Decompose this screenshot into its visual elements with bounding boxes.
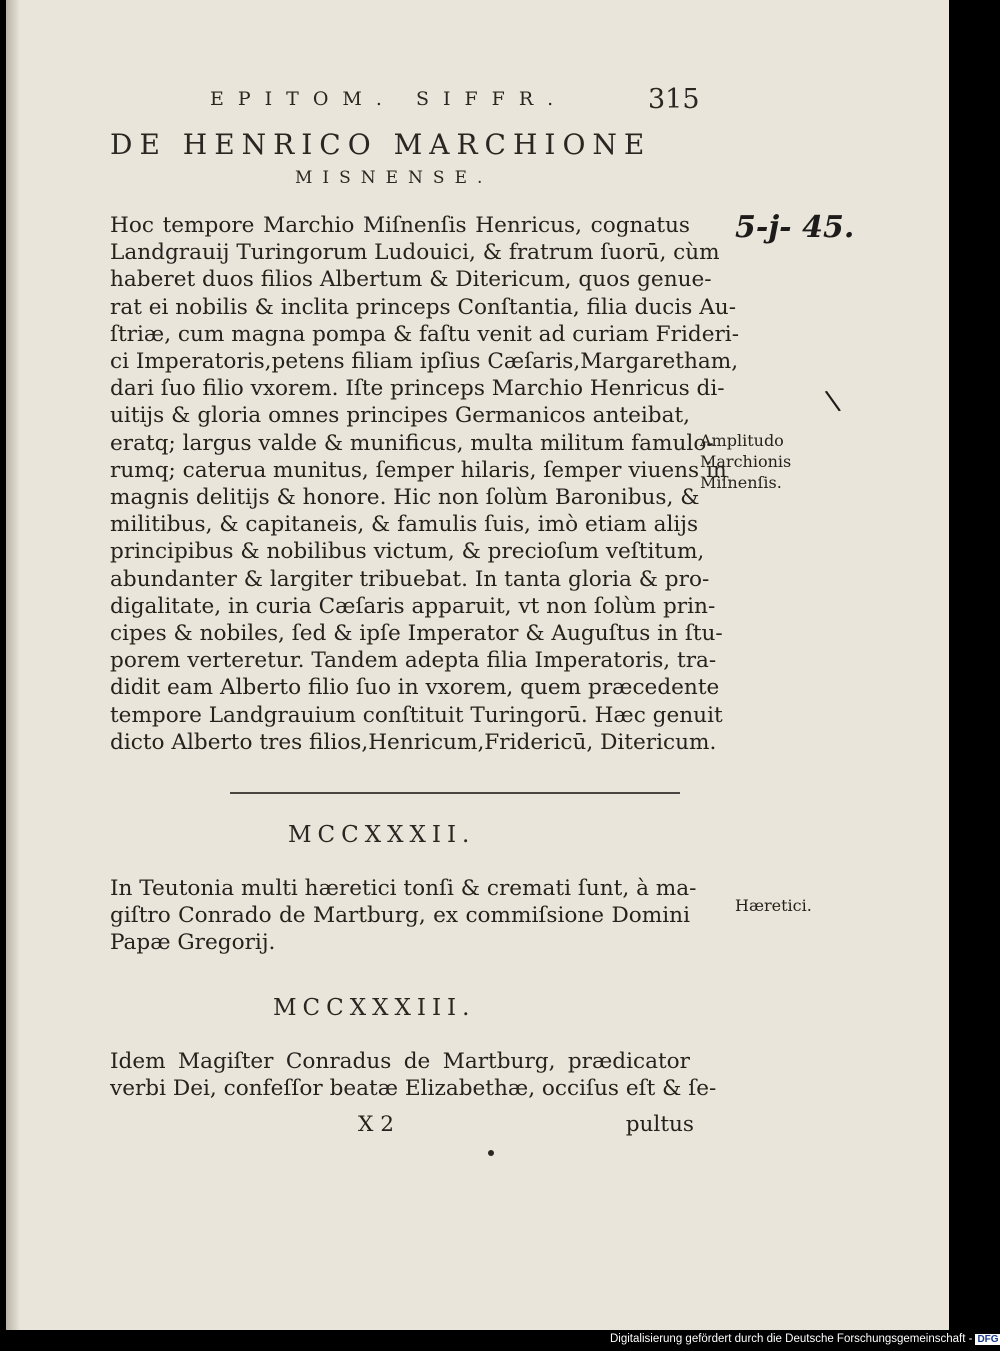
chapter-title: DE HENRICO MARCHIONE bbox=[110, 128, 652, 161]
text-line: giſtro Conrado de Martburg, ex commiſsione Domini bbox=[110, 903, 690, 929]
margin-note-haeretici: Hæretici. bbox=[735, 896, 812, 915]
footer-text: Digitalisierung gefördert durch die Deutsche Forschungsgemeinschaft - bbox=[610, 1333, 973, 1345]
text-line: digalitate, in curia Cæſaris apparuit, vt non ſolùm prin- bbox=[110, 593, 716, 619]
digitization-footer bbox=[610, 1333, 1000, 1345]
text-line: ſtriæ, cum magna pompa & faſtu venit ad curiam Frideri- bbox=[110, 321, 740, 347]
signature-mark: X 2 bbox=[358, 1112, 394, 1137]
text-line: dari ſuo filio vxorem. Iſte princeps Marchio Henricus di- bbox=[110, 376, 725, 402]
paragraph-conradus bbox=[110, 1048, 717, 1102]
text-line: haberet duos filios Albertum & Ditericum, quos genue- bbox=[110, 267, 712, 293]
page-number: 315 bbox=[648, 84, 700, 115]
text-line: rat ei nobilis & inclita princeps Conſtantia, filia ducis Au- bbox=[110, 294, 736, 320]
text-line: militibus, & capitaneis, & famulis ſuis, imò etiam alijs bbox=[110, 512, 699, 538]
paragraph-henricus bbox=[110, 212, 740, 756]
handwritten-note: 5-j- 45. bbox=[735, 210, 855, 245]
text-line: dicto Alberto tres filios,Henricum,Fridericū, Ditericum. bbox=[110, 729, 717, 755]
year-heading: MCCXXXII. bbox=[288, 822, 476, 848]
text-line: magnis delitijs & honore. Hic non ſolùm Baronibus, & bbox=[110, 485, 700, 511]
underline-rule bbox=[230, 792, 680, 794]
pen-mark: \ bbox=[823, 383, 843, 418]
text-line: principibus & nobilibus victum, & precioſum veſtitum, bbox=[110, 539, 705, 565]
text-line: porem verteretur. Tandem adepta filia Imperatoris, tra- bbox=[110, 648, 717, 674]
text-line: cipes & nobiles, ſed & ipſe Imperator & Auguſtus in ſtu- bbox=[110, 621, 723, 647]
text-line: eratq; largus valde & munificus, multa militum famulo- bbox=[110, 430, 714, 456]
text-line: Idem Magiſter Conradus de Martburg, prædicator bbox=[110, 1049, 690, 1074]
text-line: rumq; caterua munitus, ſemper hilaris, ſemper viuens in bbox=[110, 457, 727, 483]
dfg-logo: DFG bbox=[977, 1334, 999, 1345]
margin-note-line: Marchionis bbox=[700, 452, 792, 471]
margin-note-line: Miſnenſis. bbox=[700, 473, 782, 492]
paragraph-haeretici bbox=[110, 875, 697, 957]
text-line: tempore Landgrauium conſtituit Turingorū. Hæc genuit bbox=[110, 702, 723, 728]
margin-note-amplitudo bbox=[700, 430, 791, 493]
text-line: abundanter & largiter tribuebat. In tanta gloria & pro- bbox=[110, 566, 710, 592]
text-line: In Teutonia multi hæretici tonſi & cremati ſunt, à ma- bbox=[110, 876, 697, 901]
page-gutter-shadow bbox=[6, 0, 20, 1330]
text-line: Landgrauij Turingorum Ludouici, & fratrum ſuorū, cùm bbox=[110, 240, 720, 266]
text-line: Hoc tempore Marchio Miſnenſis Henricus, cognatus bbox=[110, 213, 690, 238]
text-line: uitijs & gloria omnes principes Germanicos anteibat, bbox=[110, 403, 690, 429]
text-line: ci Imperatoris,petens filiam ipſius Cæſaris,Margaretham, bbox=[110, 349, 739, 375]
text-line: verbi Dei, confeſſor beatæ Elizabethæ, occiſus eſt & ſe- bbox=[110, 1076, 717, 1102]
text-line: Papæ Gregorij. bbox=[110, 930, 276, 956]
chapter-subtitle: MISNENSE. bbox=[295, 168, 493, 188]
ink-dot bbox=[488, 1150, 494, 1156]
margin-note-line: Amplitudo bbox=[700, 431, 784, 450]
catchword: pultus bbox=[625, 1112, 694, 1137]
year-heading: MCCXXXIII. bbox=[273, 995, 476, 1021]
text-line: didit eam Alberto filio ſuo in vxorem, quem præcedente bbox=[110, 675, 720, 701]
running-head: EPITOM. SIFFR. bbox=[210, 88, 568, 110]
